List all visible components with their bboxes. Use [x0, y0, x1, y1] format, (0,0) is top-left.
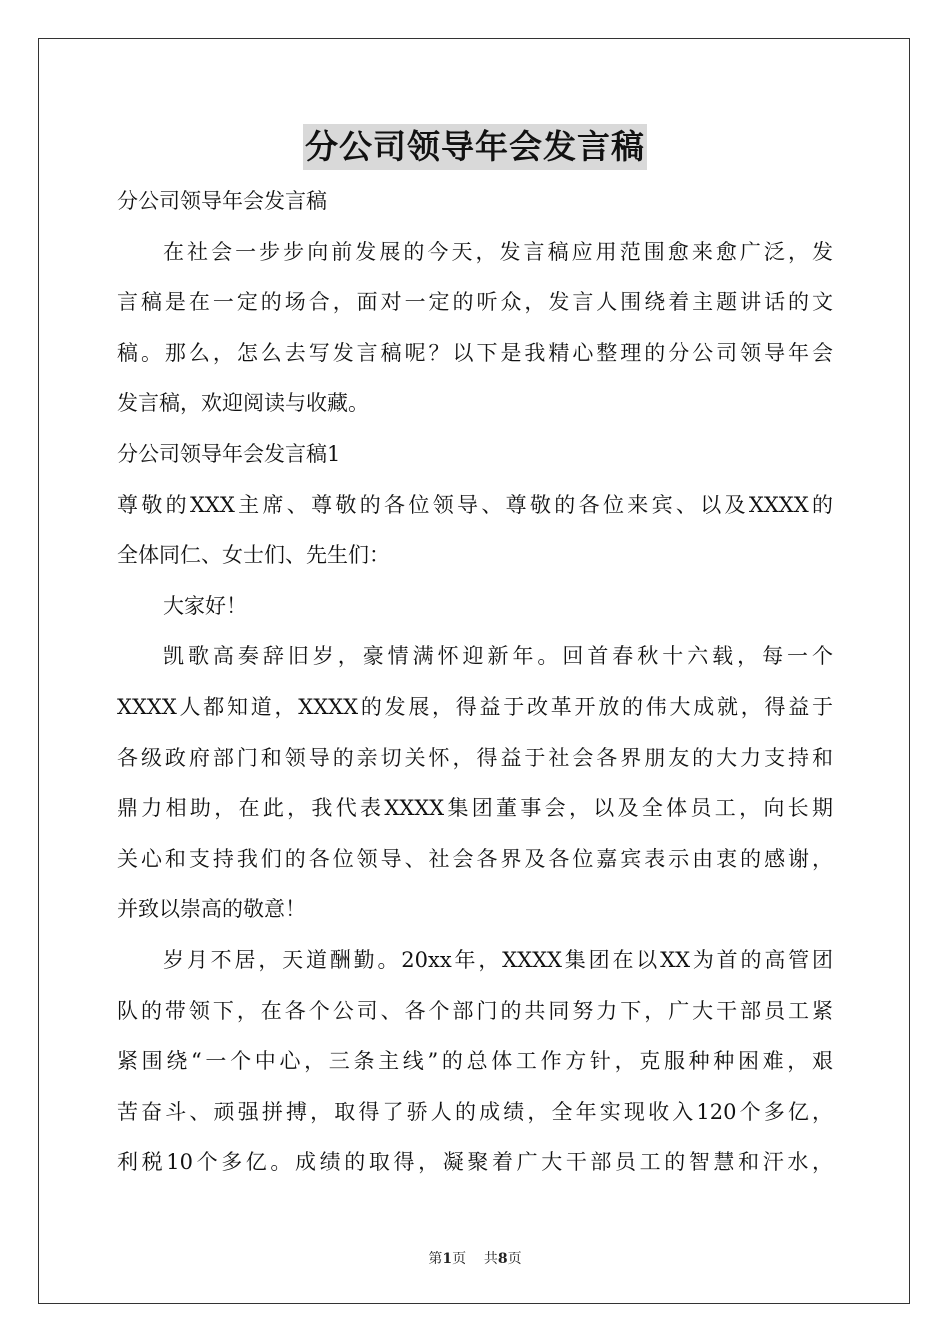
title-container	[0, 124, 950, 170]
text-line: 各级政府部门和领导的亲切关怀，得益于社会各界朋友的大力支持和	[117, 745, 833, 770]
total-pages-suffix: 页	[507, 1251, 522, 1267]
text-line: 大家好！	[163, 593, 247, 618]
text-line: 关心和支持我们的各位领导、社会各界及各位嘉宾表示由衷的感谢，	[117, 846, 833, 871]
text-line: 队的带领下，在各个公司、各个部门的共同努力下，广大干部员工紧	[117, 998, 833, 1023]
text-line: 鼎力相助，在此，我代表XXXX集团董事会，以及全体员工，向长期	[117, 796, 833, 821]
text-line: XXXX人都知道，XXXX的发展，得益于改革开放的伟大成就，得益于	[117, 694, 833, 719]
document-title: 分公司领导年会发言稿	[303, 124, 647, 170]
text-line: 并致以崇高的敬意！	[117, 897, 306, 922]
total-pages-prefix: 共	[483, 1251, 498, 1267]
total-pages: 8	[497, 1251, 508, 1267]
text-line: 紧围绕“一个中心，三条主线”的总体工作方针，克服种种困难，艰	[117, 1049, 833, 1074]
page-number-prefix: 第	[428, 1251, 443, 1267]
page-number: 1	[442, 1251, 453, 1267]
text-line: 稿。那么，怎么去写发言稿呢？以下是我精心整理的分公司领导年会	[117, 340, 833, 365]
text-line: 尊敬的XXX主席、尊敬的各位领导、尊敬的各位来宾、以及XXXX的	[117, 492, 833, 517]
text-line: 岁月不居，天道酬勤。20xx年，XXXX集团在以XX为首的高管团	[163, 947, 833, 972]
page-footer	[0, 1248, 950, 1268]
text-line: 凯歌高奏辞旧岁，豪情满怀迎新年。回首春秋十六载，每一个	[163, 644, 833, 669]
text-line: 全体同仁、女士们、先生们：	[117, 543, 390, 568]
text-line: 利税10个多亿。成绩的取得，凝聚着广大干部员工的智慧和汗水，	[117, 1150, 833, 1175]
section-heading: 分公司领导年会发言稿1	[117, 441, 341, 466]
text-line: 言稿是在一定的场合，面对一定的听众，发言人围绕着主题讲话的文	[117, 290, 833, 315]
page-number-suffix: 页	[452, 1251, 467, 1267]
section-heading: 分公司领导年会发言稿	[117, 189, 327, 213]
text-line: 发言稿，欢迎阅读与收藏。	[117, 391, 369, 416]
document-body	[117, 176, 833, 1188]
text-line: 苦奋斗、顽强拼搏，取得了骄人的成绩，全年实现收入120个多亿，	[117, 1099, 833, 1124]
text-line: 在社会一步步向前发展的今天，发言稿应用范围愈来愈广泛，发	[163, 239, 833, 264]
